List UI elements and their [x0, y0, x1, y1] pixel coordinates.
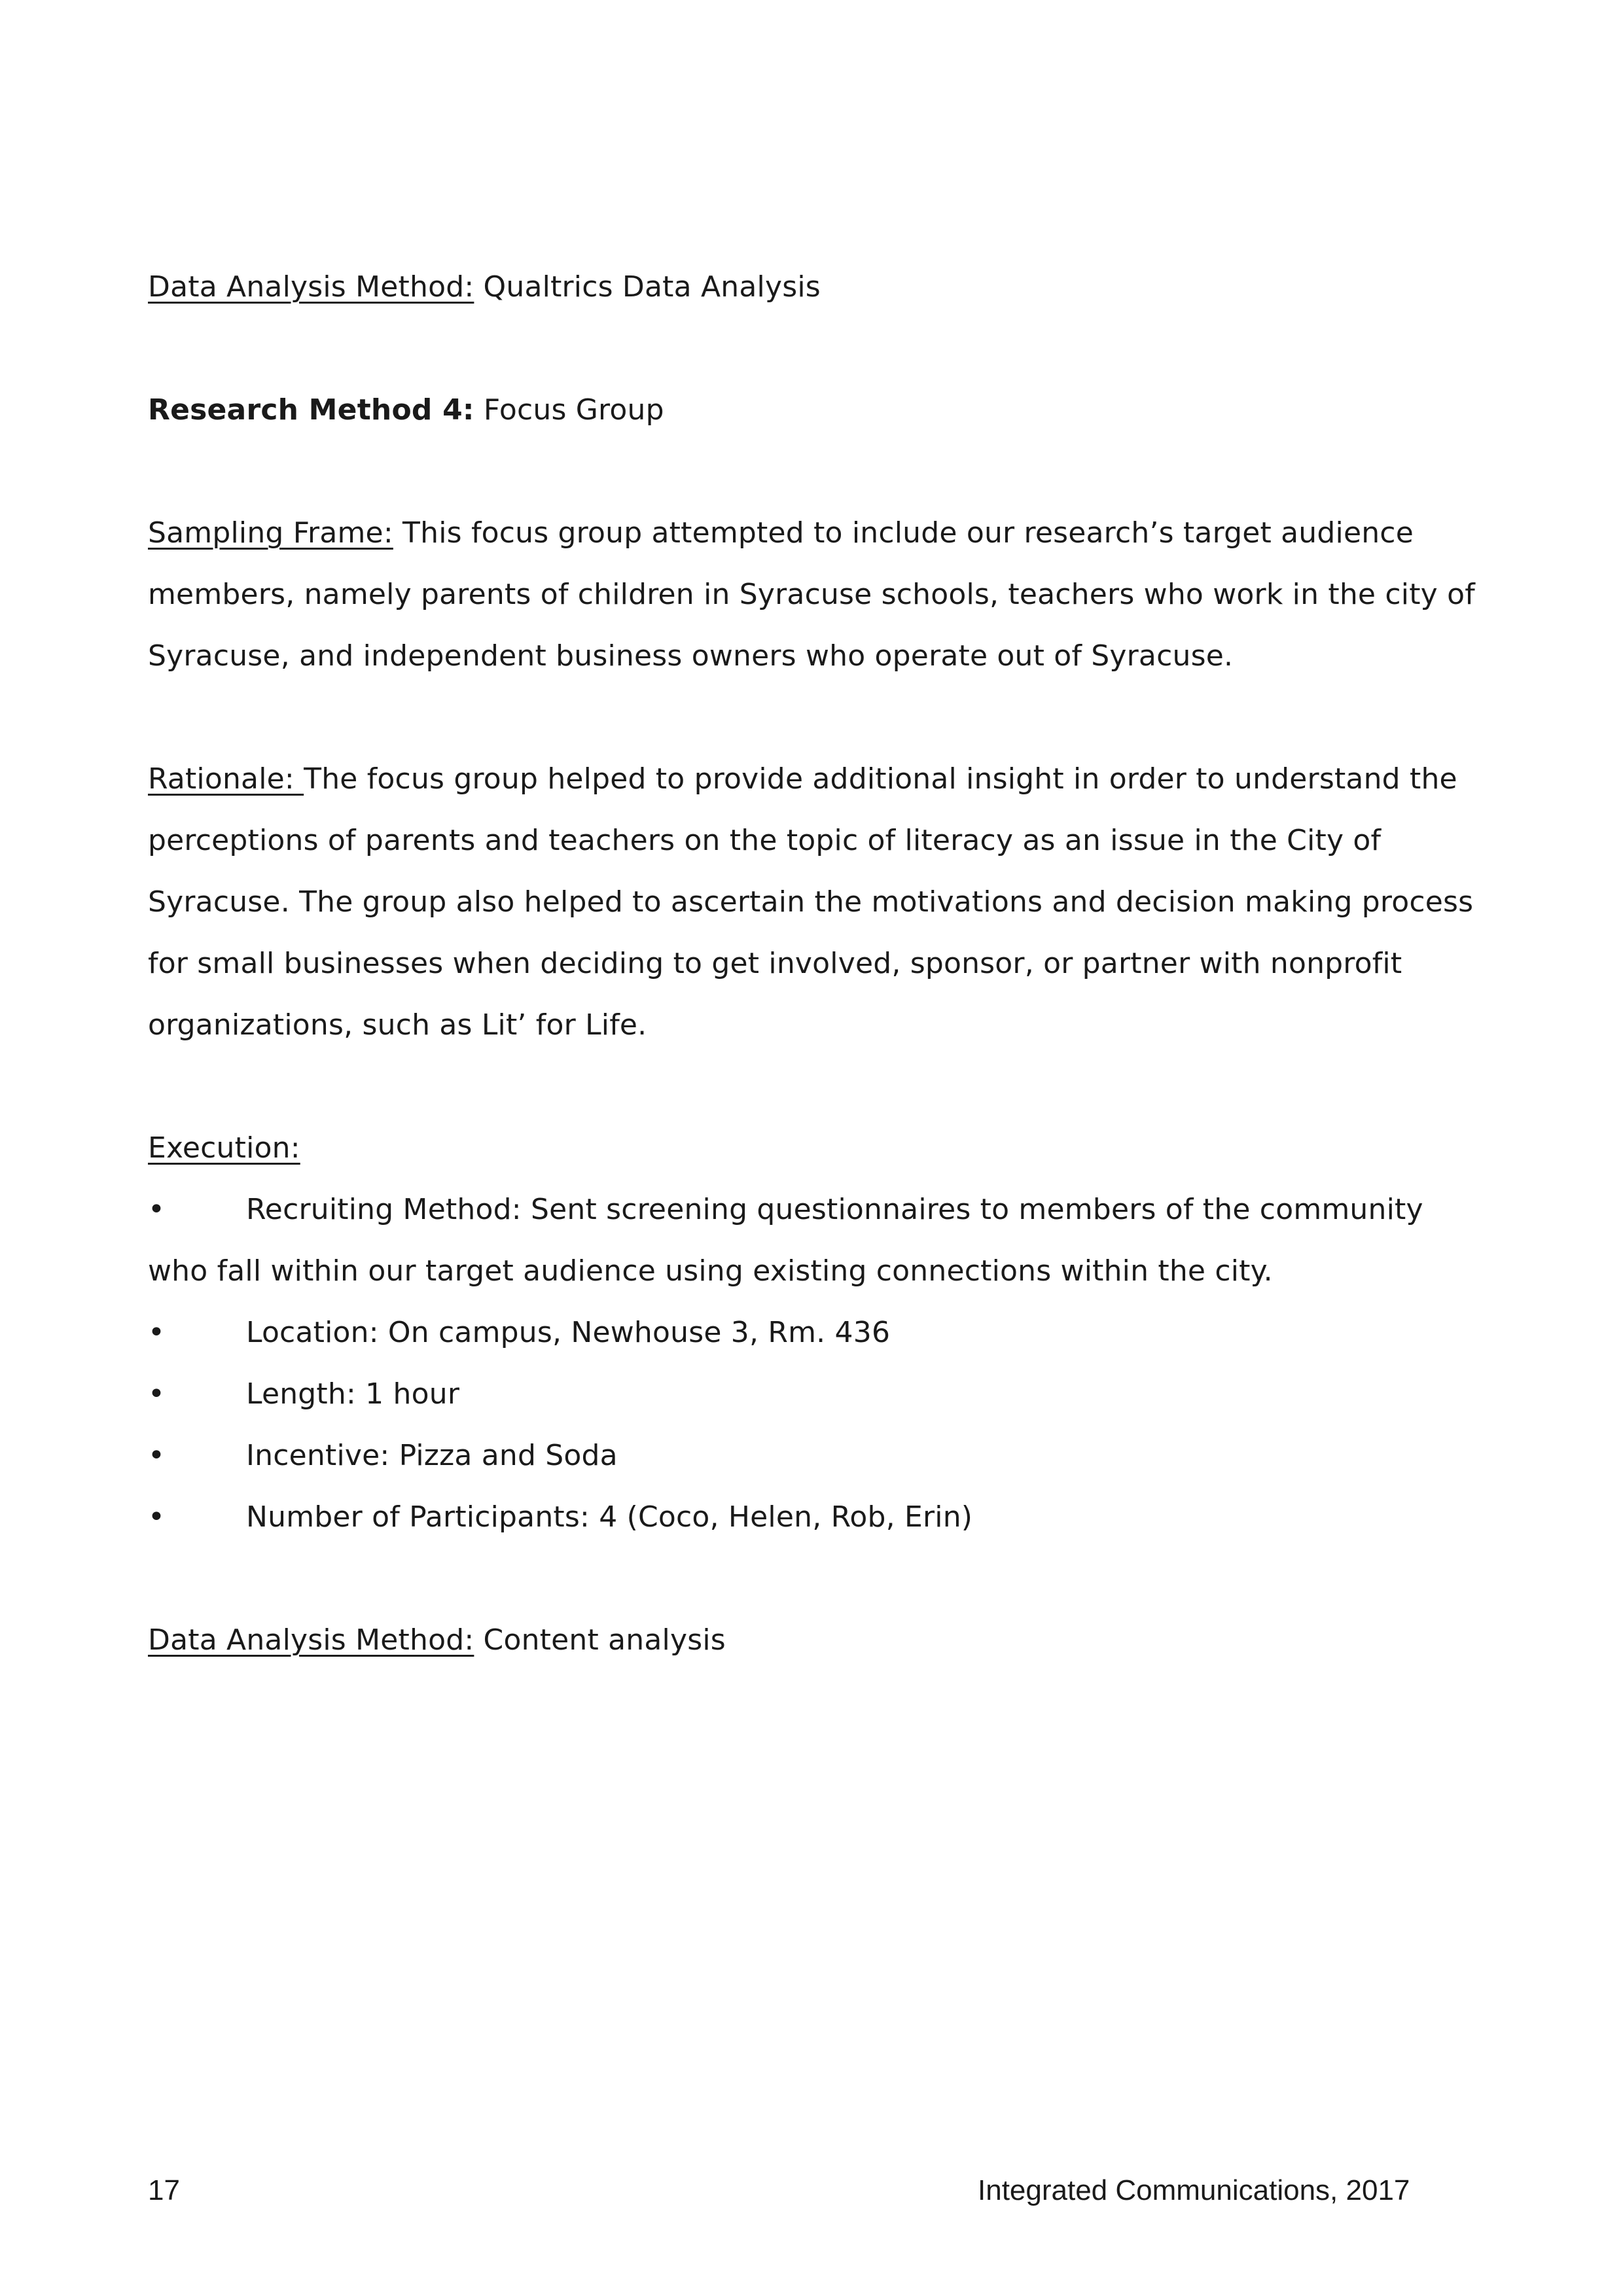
sampling-frame-label: Sampling Frame:	[148, 516, 393, 550]
execution-item-text: Recruiting Method: Sent screening questionnaires to members of the community who fall within our target audience using existing connections within the city.	[148, 1193, 1423, 1288]
data-analysis-method-qualtrics	[148, 256, 1483, 318]
spacer	[148, 687, 1483, 749]
research-method-label: Research Method 4:	[148, 393, 474, 427]
spacer	[148, 318, 1483, 380]
bullet-icon: •	[148, 1316, 166, 1349]
rationale-text: The focus group helped to provide additional insight in order to understand the perceptions of parents and teachers on the topic of literacy as an issue in the City of Syracuse. The group also helped to ascertain the motivations and decision making process for small businesses when deciding to get involved, sponsor, or partner with nonprofit organizations, such as Lit’ for Life.	[148, 762, 1474, 1042]
data-analysis-value: Content analysis	[474, 1623, 726, 1657]
execution-item-text: Incentive: Pizza and Soda	[246, 1439, 618, 1472]
bullet-icon: •	[148, 1439, 166, 1472]
execution-item-length	[148, 1364, 1483, 1425]
data-analysis-label: Data Analysis Method:	[148, 1623, 474, 1657]
execution-item-recruiting	[148, 1179, 1483, 1302]
sampling-frame-paragraph	[148, 503, 1483, 687]
execution-item-incentive	[148, 1425, 1483, 1487]
bullet-icon: •	[148, 1377, 166, 1411]
page-number: 17	[148, 2174, 180, 2206]
execution-item-participants	[148, 1487, 1483, 1548]
data-analysis-method-content	[148, 1610, 1483, 1671]
rationale-paragraph	[148, 749, 1483, 1056]
data-analysis-label: Data Analysis Method:	[148, 270, 474, 304]
spacer	[148, 1056, 1483, 1118]
spacer	[148, 1548, 1483, 1610]
research-method-heading	[148, 380, 1483, 441]
execution-heading	[148, 1118, 1483, 1179]
execution-item-text: Number of Participants: 4 (Coco, Helen, Rob, Erin)	[246, 1500, 973, 1534]
bullet-icon: •	[148, 1500, 166, 1534]
spacer	[148, 441, 1483, 503]
execution-label: Execution:	[148, 1131, 300, 1165]
footer-title: Integrated Communications, 2017	[978, 2174, 1410, 2206]
execution-item-text: Length: 1 hour	[246, 1377, 460, 1411]
sampling-frame-text: This focus group attempted to include our research’s target audience members, namely parents of children in Syracuse schools, teachers who work in the city of Syracuse, and independent business owners who operate out of Syracuse.	[148, 516, 1475, 673]
rationale-label: Rationale:	[148, 762, 304, 796]
bullet-icon: •	[148, 1193, 166, 1226]
execution-item-text: Location: On campus, Newhouse 3, Rm. 436	[246, 1316, 891, 1349]
research-method-value: Focus Group	[474, 393, 664, 427]
data-analysis-value: Qualtrics Data Analysis	[474, 270, 821, 304]
execution-item-location	[148, 1302, 1483, 1364]
page-body	[148, 256, 1483, 1671]
